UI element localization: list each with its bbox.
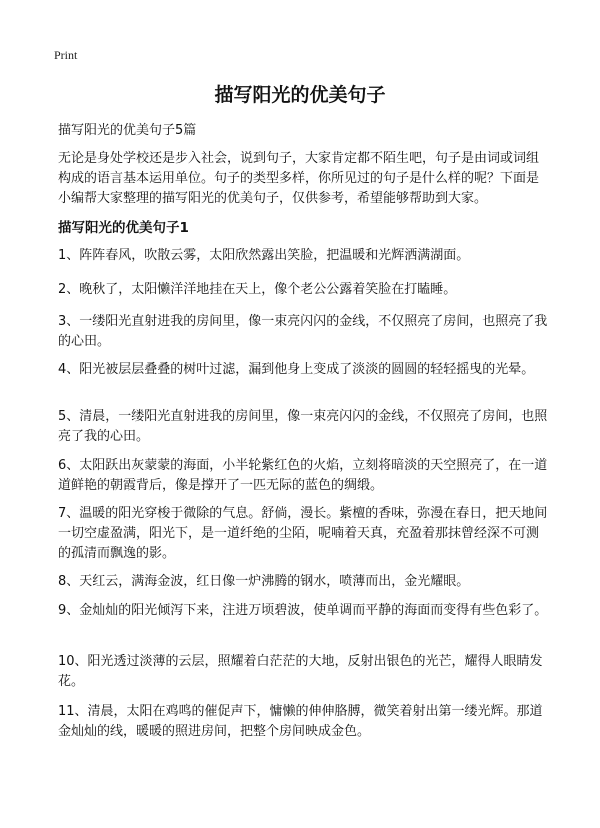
list-item: 2、晚秋了，太阳懒洋洋地挂在天上，像个老公公露着笑脸在打瞌睡。	[58, 282, 457, 297]
list-item: 10、阳光透过淡薄的云层，照耀着白茫茫的大地，反射出银色的光芒，耀得人眼睛发花。	[58, 654, 543, 689]
page-title: 描写阳光的优美句子	[214, 84, 386, 106]
subtitle: 描写阳光的优美句子5篇	[58, 123, 197, 138]
list-item: 3、一缕阳光直射进我的房间里，像一束亮闪闪的金线，不仅照亮了房间，也照亮了我的心田。	[58, 314, 548, 349]
list-item: 11、清晨，太阳在鸡鸣的催促声下，慵懒的伸伸胳膊，微笑着射出第一缕光辉。那道金灿灿的线，暖暖的照进房间，把整个房间映成金色。	[58, 704, 543, 739]
list-item: 4、阳光被层层叠叠的树叶过滤，漏到他身上变成了淡淡的圆圆的轻轻摇曳的光晕。	[58, 362, 535, 377]
list-item: 1、阵阵春风，吹散云雾，太阳欣然露出笑脸，把温暖和光辉洒满湖面。	[58, 248, 470, 263]
list-item: 6、太阳跃出灰蒙蒙的海面，小半轮紫红色的火焰，立刻将暗淡的天空照亮了，在一道道鲜艳的朝霞背后，像是撑开了一匹无际的蓝色的绸缎。	[58, 458, 548, 493]
list-item: 9、金灿灿的阳光倾泻下来，注进万顷碧波，使单调而平静的海面而变得有些色彩了。	[58, 603, 548, 618]
section-heading: 描写阳光的优美句子1	[58, 220, 189, 236]
list-item: 8、天红云，满海金波，红日像一炉沸腾的钢水，喷薄而出，金光耀眼。	[58, 574, 470, 589]
list-item: 5、清晨，一缕阳光直射进我的房间里，像一束亮闪闪的金线，不仅照亮了房间，也照亮了我的心田。	[58, 409, 548, 444]
intro-paragraph: 无论是身处学校还是步入社会，说到句子，大家肯定都不陌生吧，句子是由词或词组构成的语言基本运用单位。句子的类型多样，你所见过的句子是什么样的呢？下面是小编帮大家整理的描写阳光的优美句子，仅供参考，希望能够帮助到大家。	[58, 151, 540, 206]
list-item: 7、温暖的阳光穿梭于微除的气息。舒倘，漫长。紫檀的香味，弥漫在春日，把天地间一切空虚盈满，阳光下，是一道纤绝的尘陌，呢喃着天真，充盈着那抹曾经深不可测的孤清而飘逸的影。	[58, 506, 548, 561]
print-link[interactable]: Print	[54, 48, 78, 62]
